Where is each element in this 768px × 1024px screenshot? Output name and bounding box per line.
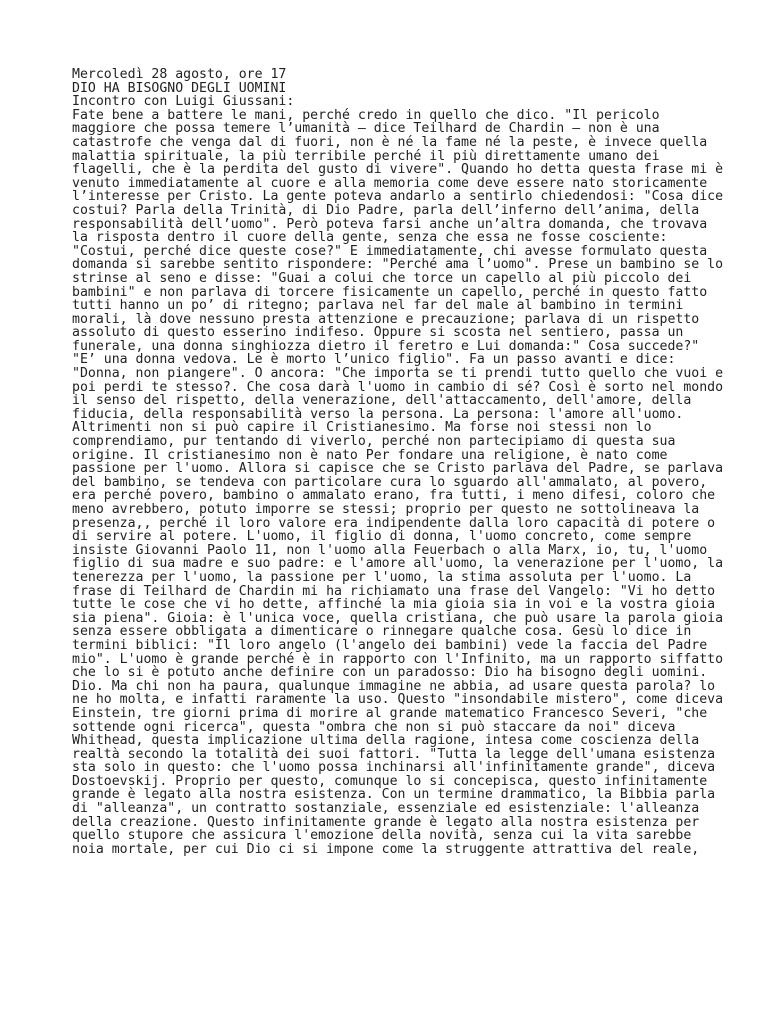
body-line: fiducia, della responsabilità verso la persona. La persona: l'amore all'uomo. xyxy=(72,406,684,422)
document-title: DIO HA BISOGNO DEGLI UOMINI xyxy=(72,80,287,96)
body-line: sia piena". Gioia: è l'unica voce, quella cristiana, che può usare la parola gioia xyxy=(72,610,724,626)
body-line: flagelli, che è la perdita del gusto di vivere". Quando ho detta questa frase mi è xyxy=(72,162,724,178)
document-page xyxy=(72,67,724,857)
body-line: tutte le cose che vi ho dette, affinché la mia gioia sia in voi e la vostra gioia xyxy=(72,597,716,613)
body-line: comprendiamo, pur tentando di viverlo, perché non partecipiamo di questa sua xyxy=(72,434,676,450)
body-line: presenza,, perché il loro valore era indipendente dalla loro capacità di potere o xyxy=(72,515,716,531)
body-line: che lo si è potuto anche definire con un paradosso: Dio ha bisogno degli uomini. xyxy=(72,665,708,681)
body-line: era perché povero, bambino o ammalato erano, fra tutti, i meno difesi, coloro che xyxy=(72,488,716,504)
body-line: sottende ogni ricerca", questa "ombra che non si può staccare da noi" diceva xyxy=(72,719,676,735)
body-line: noia mortale, per cui Dio ci si impone come la struggente attrattiva del reale, xyxy=(72,841,700,857)
body-line: di "alleanza", un contratto sostanziale, essenziale ed esistenziale: l'alleanza xyxy=(72,801,700,817)
body-line: Fate bene a battere le mani, perché credo in quello che dico. "Il pericolo xyxy=(72,107,660,123)
body-line: catastrofe che venga dal di fuori, non è né la fame né la peste, è invece quella xyxy=(72,134,708,150)
body-line: insiste Giovanni Paolo 11, non l'uomo alla Feuerbach o alla Marx, io, tu, l'uomo xyxy=(72,542,708,558)
body-line: responsabilità dell’uomo". Però poteva farsi anche un’altra domanda, che trovava xyxy=(72,216,708,232)
body-line: senza essere obbligata a dimenticare o rinnegare qualche cosa. Gesù lo dice in xyxy=(72,624,692,640)
body-line: figlio di sua madre e suo padre: e l'amore all'uomo, la venerazione per l'uomo, la xyxy=(72,556,724,572)
body-line: la risposta dentro il cuore della gente, senza che essa ne fosse cosciente: xyxy=(72,230,668,246)
body-line: ne ho molta, e infatti raramente la uso. Questo "insondabile mistero", come diceva xyxy=(72,692,724,708)
body-line: tutti hanno un po’ di ritegno; parlava nel far del male al bambino in termini xyxy=(72,298,684,314)
body-line: domanda si sarebbe sentito rispondere: "Perché ama l’uomo". Prese un bambino se lo xyxy=(72,257,724,273)
body-line: "Costui, perché dice queste cose?" E immediatamente, chi avesse formulato questa xyxy=(72,243,708,259)
body-line: di servire al potere. L'uomo, il figlio di donna, l'uomo concreto, come sempre xyxy=(72,529,692,545)
body-line: Einstein, tre giorni prima di morire al grande matematico Francesco Severi, "che xyxy=(72,705,708,721)
body-line: "Donna, non piangere". O ancora: "Che importa se ti prendi tutto quello che vuoi e xyxy=(72,366,724,382)
body-line: strinse al seno e disse: "Guai a colui che torce un capello al più piccolo dei xyxy=(72,270,692,286)
body-line: Altrimenti non si può capire il Cristianesimo. Ma forse noi stessi non lo xyxy=(72,420,652,436)
body-line: realtà secondo la totalità dei suoi fattori. "Tutta la legge dell'umana esistenza xyxy=(72,746,716,762)
body-line: Dio. Ma chi non ha paura, qualunque immagine ne abbia, ad usare questa parola? lo xyxy=(72,678,716,694)
body-line: Whithead, questa implicazione ultima della ragione, intesa come coscienza della xyxy=(72,733,700,749)
body-line: quello stupore che assicura l'emozione della novità, senza cui la vita sarebbe xyxy=(72,828,692,844)
body-line: passione per l'uomo. Allora si capisce che se Cristo parlava del Padre, se parlava xyxy=(72,461,724,477)
body-line: origine. Il cristianesimo non è nato Per fondare una religione, è nato come xyxy=(72,447,668,463)
body-line: bambini" e non parlava di torcere fisicamente un capello, perché in questo fatto xyxy=(72,284,708,300)
body-line: "E’ una donna vedova. Le è morto l’unico figlio". Fa un passo avanti e dice: xyxy=(72,352,676,368)
body-line: costui? Parla della Trinità, di Dio Padre, parla dell’inferno dell’anima, della xyxy=(72,202,700,218)
body-line: Dostoevskij. Proprio per questo, comunque lo si concepisca, questo infinitamente xyxy=(72,773,708,789)
body-line: il senso del rispetto, della venerazione, dell'attaccamento, dell'amore, della xyxy=(72,393,692,409)
body-line: malattia spirituale, la più terribile perché il più direttamente umano dei xyxy=(72,148,660,164)
body-line: grande è legato alla nostra esistenza. Con un termine drammatico, la Bibbia parla xyxy=(72,787,716,803)
body-line: funerale, una donna singhiozza dietro il feretro e Lui domanda:" Cosa succede?" xyxy=(72,338,700,354)
body-line: maggiore che possa temere l’umanità – dice Teilhard de Chardin – non è una xyxy=(72,121,660,137)
body-line: del bambino, se tendeva con particolare cura lo sguardo all'ammalato, al povero, xyxy=(72,474,708,490)
body-line: della creazione. Questo infinitamente grande è legato alla nostra esistenza per xyxy=(72,814,700,830)
body-line: frase di Teilhard de Chardin mi ha richiamato una frase del Vangelo: "Vi ho detto xyxy=(72,583,716,599)
body-line: poi perdi te stesso?. Che cosa darà l'uomo in cambio di sé? Così è sorto nel mondo xyxy=(72,379,724,395)
body-line: sta solo in questo: che l'uomo possa inchinarsi all'infinitamente grande", diceva xyxy=(72,760,716,776)
document-subtitle: Incontro con Luigi Giussani: xyxy=(72,94,295,110)
body-line: meno avrebbero, potuto imporre se stessi; proprio per questo ne sottolineava la xyxy=(72,502,700,517)
body-line: assoluto di questo esserino indifeso. Oppure si scosta nel sentiero, passa un xyxy=(72,325,684,341)
body-line: l’interesse per Cristo. La gente poteva andarlo a sentirlo chiedendosi: "Cosa dice xyxy=(72,189,724,205)
date-line: Mercoledì 28 agosto, ore 17 xyxy=(72,67,287,82)
body-text xyxy=(72,107,724,857)
body-line: mio". L'uomo è grande perché è in rapporto con l'Infinito, ma un rapporto siffatto xyxy=(72,651,724,667)
body-line: venuto immediatamente al cuore e alla memoria come deve essere nato storicamente xyxy=(72,175,708,191)
body-line: termini biblici: "Il loro angelo (l'angelo dei bambini) vede la faccia del Padre xyxy=(72,637,708,653)
body-line: tenerezza per l'uomo, la passione per l'uomo, la stima assoluta per l'uomo. La xyxy=(72,569,692,585)
body-line: morali, là dove nessuno presta attenzione e precauzione; parlava di un rispetto xyxy=(72,311,700,327)
